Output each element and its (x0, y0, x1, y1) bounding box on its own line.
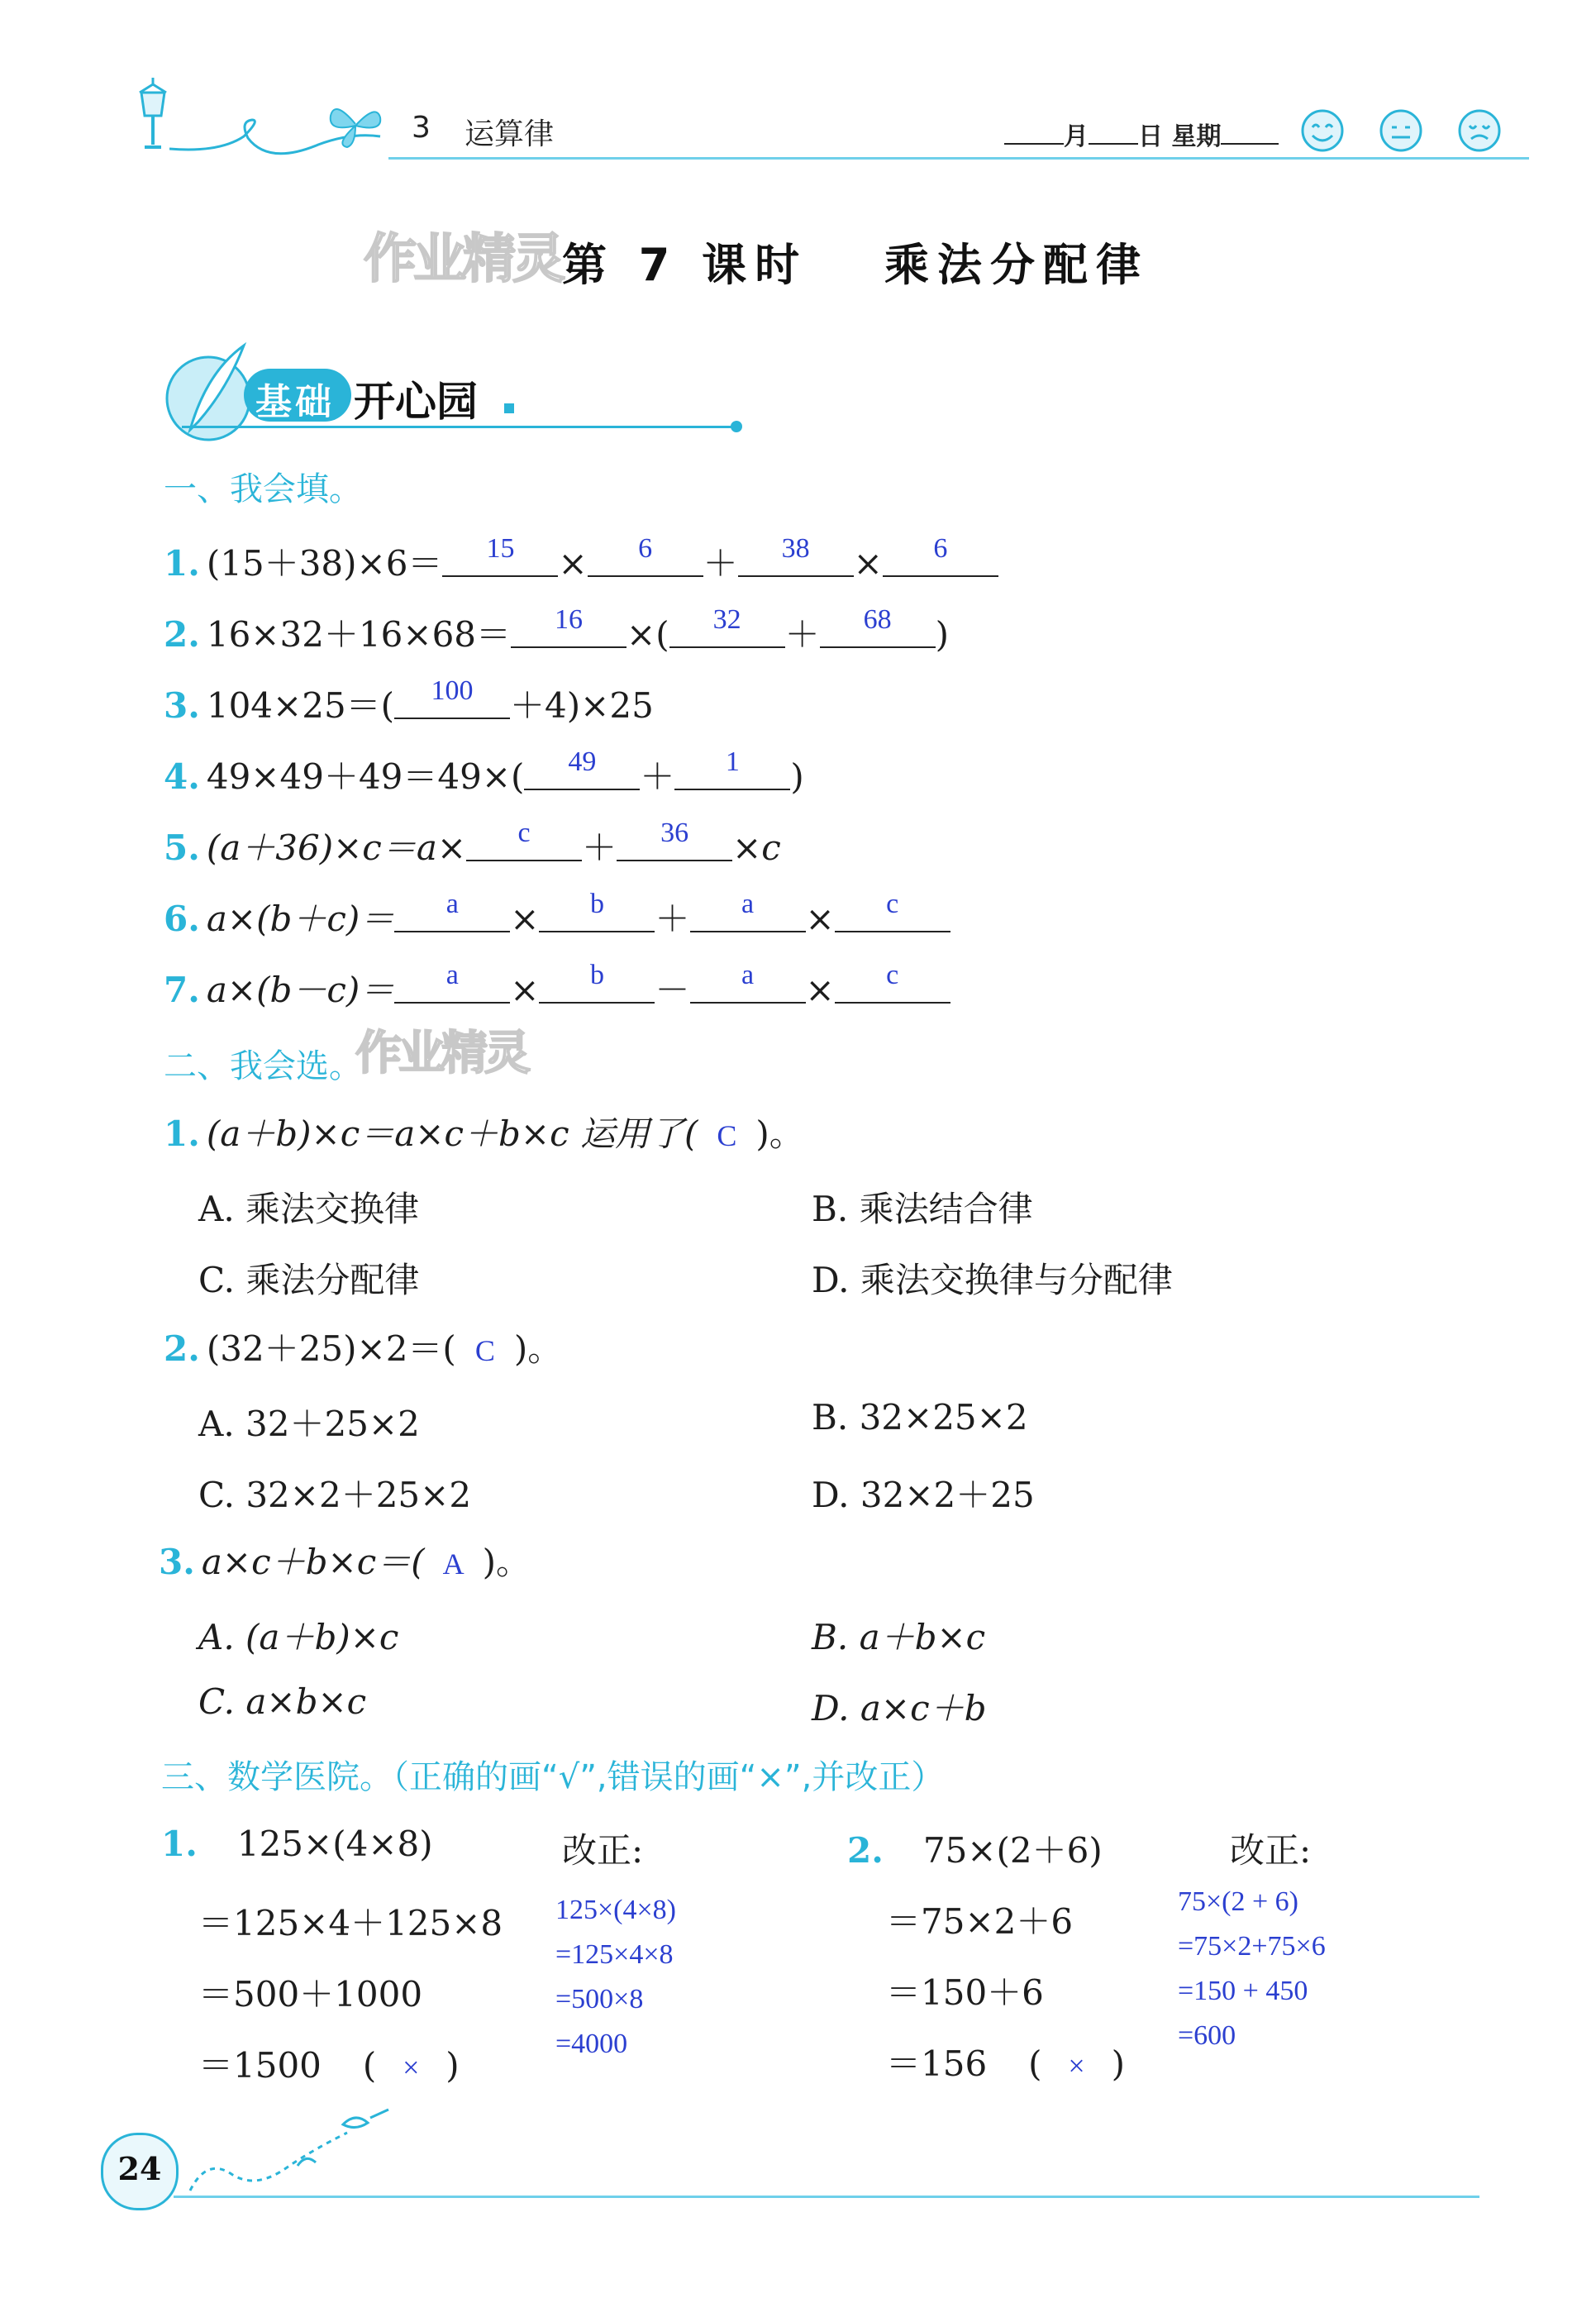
item-number: 6. (164, 899, 200, 939)
answer-value: 6 (933, 533, 948, 564)
item-number: 2. (164, 1328, 200, 1369)
page-number: 24 (117, 2150, 162, 2187)
answer-blank[interactable] (738, 533, 854, 577)
banner-badge-text: 基础 (255, 381, 335, 423)
answer-blank[interactable] (669, 604, 785, 648)
item-text: 104×25＝( (206, 685, 395, 726)
answer-blank[interactable] (394, 889, 510, 932)
question-end: )。 (755, 1113, 804, 1154)
banner-badge (244, 369, 351, 422)
answer-value: c (517, 818, 531, 848)
answer-value: 68 (863, 604, 892, 635)
choice-question-2 (164, 1324, 562, 1374)
answer-value: 49 (568, 746, 597, 777)
correction-line-2: =75×2+75×6 (1178, 1931, 1326, 1962)
operator: × (853, 543, 883, 584)
operator: ＋ (655, 899, 690, 939)
answer-blank[interactable] (674, 746, 790, 790)
problem-1-line-4: ＝1500 ( × ) (198, 2045, 460, 2086)
chapter-title: 运算律 (465, 117, 555, 151)
option-c[interactable]: C. 32×2＋25×2 (198, 1475, 472, 1515)
problem-2-line-1 (847, 1824, 1103, 1873)
fill-item-7 (164, 960, 950, 1015)
choice-answer[interactable]: C (474, 1334, 495, 1367)
answer-blank[interactable] (835, 889, 950, 932)
fill-item-4 (164, 746, 804, 802)
option-b[interactable] (812, 1610, 985, 1660)
answer-value: 16 (555, 604, 584, 635)
problem-1-line-1 (161, 1824, 433, 1864)
answer-blank[interactable] (539, 960, 655, 1004)
operator: × (510, 899, 540, 939)
option-c[interactable] (198, 1681, 366, 1722)
footer-flourish-icon (182, 2108, 397, 2199)
answer-blank[interactable] (588, 533, 703, 577)
item-text: ×c (732, 827, 781, 868)
quill-circle-icon (165, 339, 256, 446)
answer-blank[interactable] (524, 746, 640, 790)
date-fields[interactable] (1004, 116, 1279, 152)
operator: ＋ (640, 756, 675, 797)
header-rule (388, 157, 1529, 160)
option-d[interactable]: D. 32×2＋25 (812, 1475, 1035, 1515)
option-b-text: B. a＋b×c (812, 1617, 986, 1657)
correction-line-1: 75×(2 + 6) (1178, 1886, 1298, 1917)
answer-value: c (886, 889, 899, 919)
option-a-text: A. (a＋b)×c (198, 1617, 399, 1657)
answer-blank[interactable] (394, 675, 510, 719)
item-text: a×(b－c)＝ (206, 970, 395, 1010)
answer-value: a (445, 889, 459, 919)
footer-rule (174, 2196, 1479, 2198)
answer-value: 32 (712, 604, 741, 635)
answer-blank[interactable] (883, 533, 998, 577)
item-number: 2. (847, 1830, 884, 1871)
operator: － (655, 970, 690, 1010)
page-number-badge (101, 2133, 179, 2210)
answer-blank[interactable] (617, 818, 732, 861)
section3-heading: 三、数学医院。（正确的画“√”,错误的画“×”,并改正） (161, 1758, 945, 1796)
question-text: (32＋25)×2＝( (206, 1328, 456, 1369)
option-c-text: C. a×b×c (198, 1681, 367, 1722)
question-end: )。 (482, 1542, 531, 1582)
answer-value: 36 (660, 818, 689, 848)
question-text: a×c＋b×c＝( (201, 1542, 425, 1582)
lesson-title: 第 7 课时 乘法分配律 (562, 239, 1149, 291)
option-d-text: D. a×c＋b (812, 1688, 987, 1728)
answer-value: a (445, 960, 459, 990)
option-d[interactable]: D. 乘法交换律与分配律 (812, 1260, 1173, 1300)
correction-line-4: =4000 (555, 2029, 628, 2059)
watermark: 作业精灵 (355, 1027, 527, 1080)
question-text: (a＋b)×c＝a×c＋b×c 运用了( (206, 1113, 698, 1154)
banner-square-icon (504, 403, 514, 413)
date-month-label: 月 (1064, 122, 1089, 151)
work-text: 125×(4×8) (236, 1824, 433, 1864)
operator: × (805, 970, 835, 1010)
operator: × (805, 899, 835, 939)
item-number: 5. (164, 827, 200, 868)
answer-blank[interactable] (690, 960, 806, 1004)
operator: ) (935, 614, 950, 655)
operator: ＋ (784, 614, 820, 655)
judgement-mark[interactable]: × (403, 2051, 420, 2084)
item-number: 7. (164, 970, 200, 1010)
operator: × (510, 970, 540, 1010)
banner-rule (182, 426, 736, 428)
fill-item-5 (164, 818, 781, 873)
answer-value: c (886, 960, 899, 990)
answer-blank[interactable] (690, 889, 806, 932)
butterfly-icon (326, 99, 384, 149)
operator: × (558, 543, 588, 584)
fill-item-1 (164, 533, 998, 589)
mood-faces-icon[interactable] (1299, 106, 1506, 155)
work-text: ＝1500 (198, 2045, 322, 2086)
answer-blank[interactable] (835, 960, 950, 1004)
answer-value: b (589, 889, 604, 919)
watermark: 作业精灵 (364, 229, 562, 290)
item-number: 1. (164, 1113, 200, 1154)
item-number: 3. (159, 1542, 195, 1582)
correction-line-4: =600 (1178, 2020, 1236, 2051)
banner-dot-icon (731, 421, 742, 432)
operator: ＋ (582, 827, 617, 868)
date-day-label: 日 (1138, 122, 1163, 151)
item-text: 16×32＋16×68＝ (206, 614, 512, 655)
answer-value: 15 (486, 533, 515, 564)
work-text: 75×(2＋6) (922, 1830, 1103, 1871)
problem-2-line-4: ＝156 ( × ) (886, 2043, 1125, 2084)
answer-value: a (741, 889, 755, 919)
choice-question-3 (159, 1538, 531, 1587)
option-a[interactable]: A. 乘法交换律 (198, 1189, 420, 1229)
option-d[interactable] (812, 1681, 987, 1731)
correction-line-3: =500×8 (555, 1984, 644, 2014)
answer-value: b (589, 960, 604, 990)
chapter-number: 3 (412, 111, 431, 145)
correction-line-3: =150 + 450 (1178, 1976, 1308, 2006)
answer-blank[interactable] (442, 533, 558, 577)
item-number: 1. (161, 1824, 198, 1864)
answer-value: 38 (781, 533, 810, 564)
choice-answer[interactable]: C (717, 1119, 737, 1152)
answer-blank[interactable] (466, 818, 582, 861)
operator: ＋ (703, 543, 738, 584)
operator: ) (790, 756, 804, 797)
choice-question-1 (164, 1109, 804, 1159)
item-text: a×(b＋c)＝ (206, 899, 395, 939)
fill-item-2 (164, 604, 950, 660)
answer-value: 1 (725, 746, 740, 777)
item-text: 49×49＋49＝49×( (206, 756, 525, 797)
option-b[interactable]: B. 乘法结合律 (812, 1189, 1033, 1229)
item-number: 3. (164, 685, 200, 726)
item-text: (15＋38)×6＝ (206, 543, 443, 584)
item-text: ＋4)×25 (510, 685, 654, 726)
correction-line-2: =125×4×8 (555, 1939, 674, 1970)
section2-heading: 二、我会选。 (164, 1047, 362, 1085)
answer-blank[interactable] (511, 604, 626, 648)
option-b[interactable]: B. 32×25×2 (812, 1397, 1028, 1438)
work-text: ＝156 (886, 2043, 988, 2084)
answer-value: 100 (431, 675, 474, 706)
problem-2-line-2: ＝75×2＋6 (886, 1901, 1074, 1942)
answer-value: a (741, 960, 755, 990)
item-number: 2. (164, 614, 200, 655)
option-a[interactable]: A. 32＋25×2 (198, 1404, 420, 1444)
banner-title: 开心园 (354, 378, 478, 426)
item-number: 1. (164, 543, 200, 584)
problem-1-line-3: ＝500＋1000 (198, 1974, 423, 2014)
judgement-mark[interactable]: × (1068, 2049, 1085, 2082)
problem-1-line-2: ＝125×4＋125×8 (198, 1903, 503, 1943)
question-end: )。 (513, 1328, 563, 1369)
item-text: (a＋36)×c＝a× (206, 827, 467, 868)
operator: ×( (626, 614, 669, 655)
correction-line-1: 125×(4×8) (555, 1895, 676, 1925)
answer-value: 6 (638, 533, 653, 564)
fill-item-3 (164, 675, 654, 731)
option-c[interactable]: C. 乘法分配律 (198, 1260, 420, 1300)
choice-answer[interactable]: A (442, 1547, 465, 1581)
date-weekday-label: 星期 (1171, 122, 1222, 151)
option-a[interactable] (198, 1610, 398, 1660)
item-number: 4. (164, 756, 200, 797)
answer-blank[interactable] (820, 604, 936, 648)
answer-blank[interactable] (539, 889, 655, 932)
correction-label: 改正: (1230, 1830, 1312, 1871)
fill-item-6 (164, 889, 950, 944)
section1-heading: 一、我会填。 (164, 470, 362, 508)
problem-2-line-3: ＝150＋6 (886, 1972, 1044, 2013)
correction-label: 改正: (562, 1830, 644, 1871)
answer-blank[interactable] (394, 960, 510, 1004)
